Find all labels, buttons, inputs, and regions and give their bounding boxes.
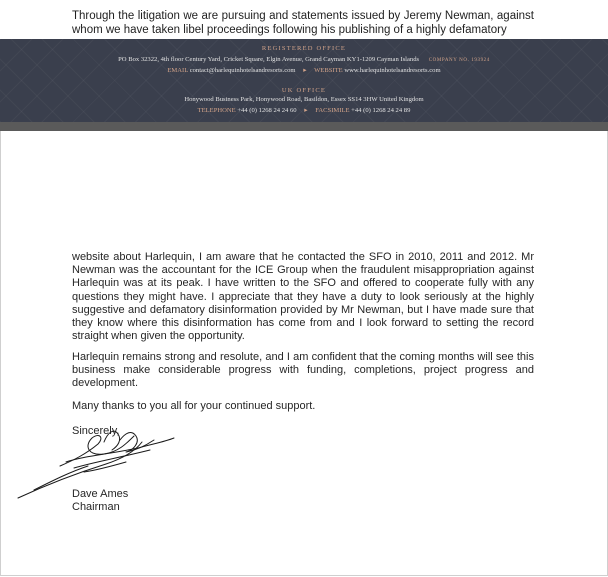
uk-contact-line: [0, 106, 608, 116]
website-label: WEBSITE: [314, 67, 343, 74]
email-label: EMAIL: [167, 67, 189, 74]
top-text: Through the litigation we are pursuing and statements issued by Jeremy Newman, against whom we have taken libel proceedings following his publishing of a highly defamatory: [72, 10, 534, 36]
facsimile-number: +44 (0) 1268 24 24 89: [351, 107, 411, 114]
page-separator: [0, 122, 608, 131]
registered-office-heading: REGISTERED OFFICE: [261, 45, 347, 52]
letter-paragraph-3: Many thanks to you all for your continued support.: [72, 400, 316, 412]
telephone-number: +44 (0) 1268 24 24 60: [237, 107, 297, 114]
closing-salutation: Sincerely,: [72, 425, 120, 437]
website-link[interactable]: www.harlequinhotelsandresorts.com: [344, 67, 441, 74]
separator-arrow-icon: ▸: [303, 67, 307, 74]
registered-address: PO Box 32322, 4th floor Century Yard, Cricket Square, Elgin Avenue, Grand Cayman KY1-1209 Cayman Islands: [118, 56, 420, 63]
telephone-label: TELEPHONE: [197, 107, 236, 114]
signer-title: Chairman: [72, 501, 120, 513]
letterhead-footer: [0, 39, 608, 122]
signer-name: Dave Ames: [72, 488, 129, 500]
separator-arrow-icon: ▸: [304, 107, 308, 114]
facsimile-label: FACSIMILE: [315, 107, 350, 114]
registered-address-line: [0, 55, 608, 66]
registered-contact-line: [0, 66, 608, 76]
letter-paragraph-1: website about Harlequin, I am aware that he contacted the SFO in 2010, 2011 and 2012. Mr Newman was the accountant for the ICE Group when the fraudulent misappropriation against Harlequin was at its peak. I have written to the SFO and offered to cooperate fully with any questions they might have. I appreciate that they have a duty to look seriously at the highly suggestive and defamatory disinformation provided by Mr Newman, but I have made sure that they know where this disinformation has come from and I look forward to setting the record straight when given the opportunity.: [72, 251, 534, 343]
uk-office-heading: UK OFFICE: [281, 87, 327, 94]
company-number: COMPANY NO. 193924: [428, 58, 490, 63]
letter-paragraph-2: Harlequin remains strong and resolute, and I am confident that the coming months will see this business make considerable progress with funding, completions, project progress and development.: [72, 351, 534, 390]
uk-address: Honywood Business Park, Honywood Road, Basildon, Essex SS14 3HW United Kingdom: [184, 96, 424, 103]
email-address[interactable]: contact@harlequinhotelsandresorts.com: [189, 67, 296, 74]
